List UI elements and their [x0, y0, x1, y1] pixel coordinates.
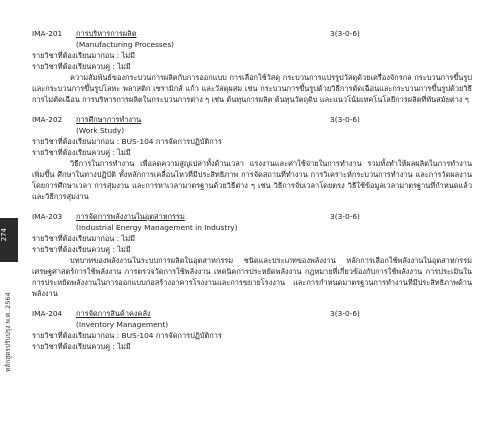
course-code: IMA-202	[32, 115, 63, 124]
course-description: ความสัมพันธ์ของกระบวนการผลิตกับการออกแบบ การเลือกใช้วัสดุ กระบวนการแปรรูปวัสดุด้วยเครื่องจักรกล กระบวนการขึ้นรูปและกระบวนการขึ้นรูปโลหะ พลาสติก เซรามิกส์ แก้ว และวัสดุผสม เช่น กระบวนการขึ้นรูปด้วยวิธีการตัดเฉือนและกระบวนการขึ้นรูปด้วยวิธีการไม่ตัดเฉือน การบริหารการผลิตในกระบวนการต่าง ๆ เช่น ต้นทุนการผลิต ต้นทุนวัตถุดิบ และแนวโน้มเทคโนโลยีการผลิตที่ทันสมัยต่าง ๆ	[32, 73, 472, 104]
course-corequisite: รายวิชาที่ต้องเรียนควบคู่ : ไม่มี	[32, 342, 131, 351]
course-thai-name: การจัดการพลังงานในอุตสาหกรรม	[76, 212, 185, 221]
course-credits: 3(3-0-6)	[330, 212, 360, 221]
course-credits: 3(3-0-6)	[330, 309, 360, 318]
course-english-name: (Industrial Energy Management in Industry)	[76, 223, 238, 232]
course-prerequisite: รายวิชาที่ต้องเรียนมาก่อน : ไม่มี	[32, 234, 135, 243]
course-thai-name: การศึกษาการทำงาน	[76, 115, 142, 124]
course-corequisite: รายวิชาที่ต้องเรียนควบคู่ : ไม่มี	[32, 245, 131, 254]
course-header	[32, 211, 472, 222]
course-code: IMA-201	[32, 29, 63, 38]
course-code: IMA-204	[32, 309, 63, 318]
book-title-vertical: หลักสูตรปรับปรุง พ.ศ. 2564	[4, 292, 12, 372]
course-prerequisite: รายวิชาที่ต้องเรียนมาก่อน : ไม่มี	[32, 51, 135, 60]
page-sidebar	[0, 0, 18, 436]
course-code: IMA-203	[32, 212, 63, 221]
course-header	[32, 114, 472, 125]
course-english-name: (Inventory Management)	[76, 320, 169, 329]
course-description: บทบาทของพลังงานในระบบการผลิตในอุตสาหกรรม ชนิดและประเภทของพลังงาน หลักการเลือกใช้พลังงานในอุตสาหกรรม เศรษฐศาสตร์การใช้พลังงาน การตรวจวัดการใช้พลังงาน เทคนิคการประหยัดพลังงาน กฎหมายที่เกี่ยวข้องกับการใช้พลังงาน การประเมินในการประหยัดพลังงานในการออกแบบก่อสร้างอาคารโรงงานและการขยายโรงงาน และการกำหนดมาตรฐานการทำงานที่มีประสิทธิภาพด้านพลังงาน	[32, 256, 472, 298]
course-prerequisite: รายวิชาที่ต้องเรียนมาก่อน : BUS-104 การจัดการปฏิบัติการ	[32, 137, 222, 146]
course-thai-name: การจัดการสินค้าคงคลัง	[76, 309, 151, 318]
course-header	[32, 308, 472, 319]
course-list	[32, 28, 472, 361]
course-prerequisite: รายวิชาที่ต้องเรียนมาก่อน : BUS-104 การจัดการปฏิบัติการ	[32, 331, 222, 340]
course-entry	[32, 308, 472, 352]
course-credits: 3(3-0-6)	[330, 115, 360, 124]
course-thai-name: การบริหารการผลิต	[76, 29, 137, 38]
course-credits: 3(3-0-6)	[330, 29, 360, 38]
course-entry	[32, 114, 472, 202]
course-english-name: (Work Study)	[76, 126, 125, 135]
course-corequisite: รายวิชาที่ต้องเรียนควบคู่ : ไม่มี	[32, 62, 131, 71]
course-header	[32, 28, 472, 39]
course-description: วิธีการในการทำงาน เพื่อลดความสูญเปล่าทั้งด้านเวลา แรงงานและค่าใช้จ่ายในการทำงาน รวมทั้งทำให้ผลผลิตในการทำงานเพิ่มขึ้น ศึกษาในทางปฏิบัติ ทั้งหลักการเคลื่อนไหวที่มีประสิทธิภาพ การจัดสถานที่ทำงาน การวิเคราะห์กระบวนการทำงาน และการวัดผลงานโดยการศึกษาเวลา การสุ่มงาน และการหาเวลามาตรฐานด้วยวิธีต่าง ๆ เช่น วิธีการจับเวลาโดยตรง วิธีใช้ข้อมูลเวลามาตรฐานที่กำหนดแล้ว และวิธีการสุ่มงาน	[32, 159, 472, 201]
course-entry	[32, 28, 472, 105]
course-english-name: (Manufacturing Processes)	[76, 40, 175, 49]
page-number: 274	[0, 228, 8, 242]
course-entry	[32, 211, 472, 299]
course-corequisite: รายวิชาที่ต้องเรียนควบคู่ : ไม่มี	[32, 148, 131, 157]
